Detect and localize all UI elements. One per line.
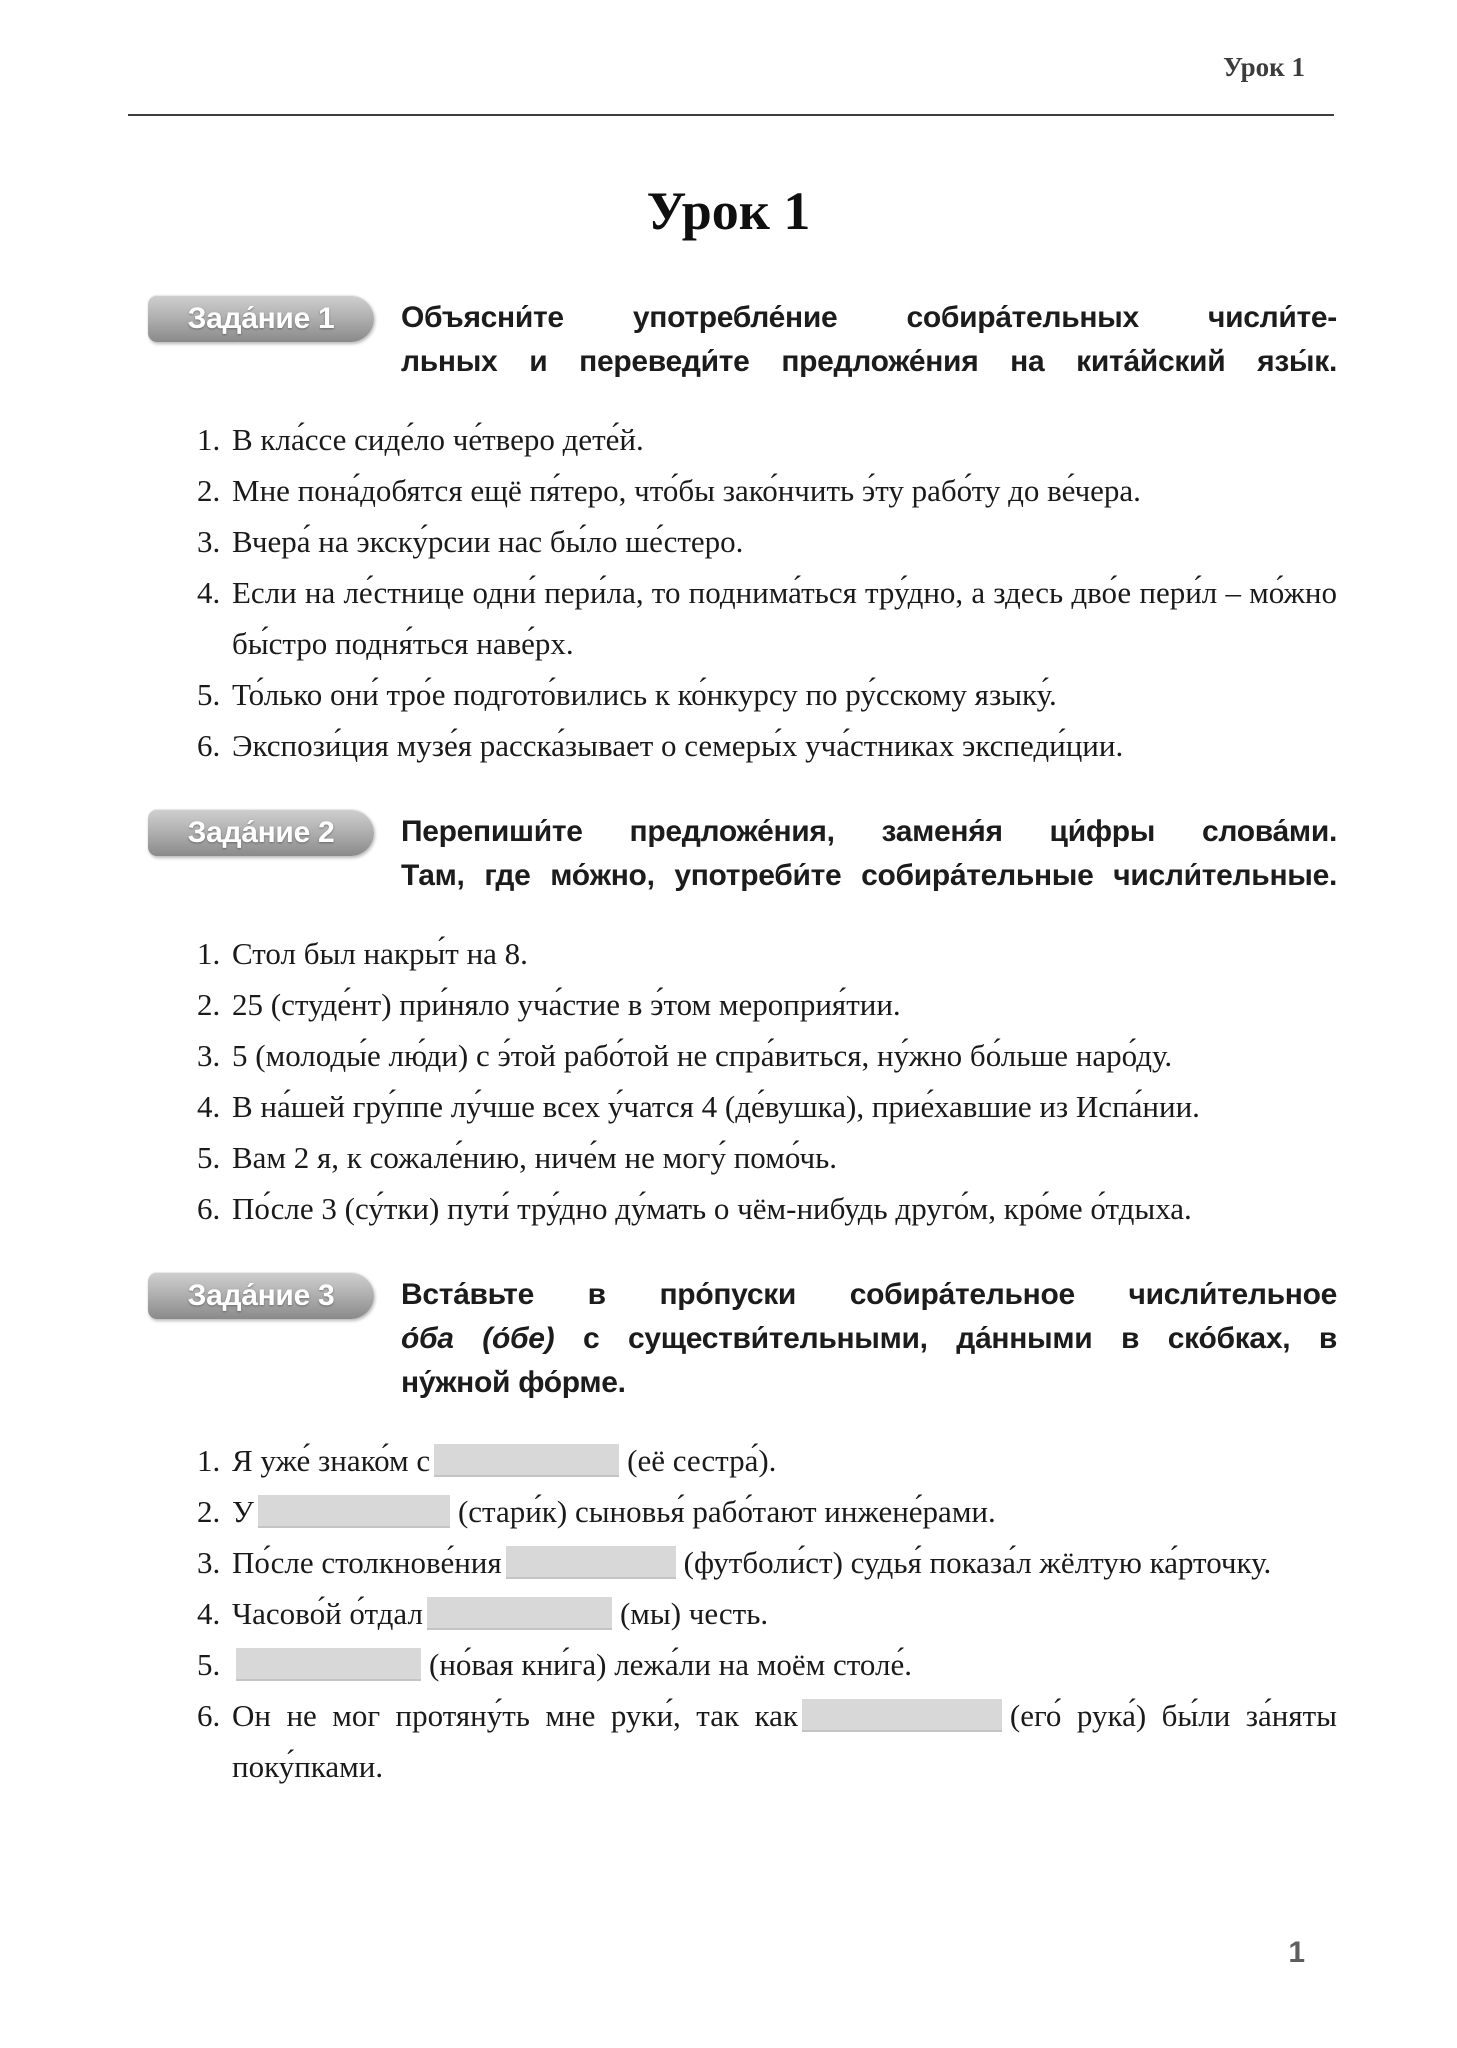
task-badge (148, 1272, 374, 1319)
item-text-segment: По́сле столкнове́ния (232, 1545, 502, 1580)
exercise-item (120, 1690, 1337, 1792)
task-instruction-line (401, 296, 1337, 340)
item-text-segment: Если на ле́стнице одни́ пери́ла, то поднима́ться тру́дно, а здесь дво́е пери́л – мо́жно бы́стро подня́ться наве́рх. (232, 575, 1337, 661)
item-text (232, 1081, 1337, 1132)
item-text (232, 720, 1337, 771)
exercise-item (120, 1435, 1337, 1486)
exercise-item (120, 1486, 1337, 1537)
item-number: 2. (197, 473, 221, 508)
item-number: 1. (197, 936, 221, 971)
exercise-item (120, 720, 1337, 771)
item-text-segment: 25 (студе́нт) при́няло уча́стие в э́том мероприя́тии. (232, 987, 901, 1022)
item-text-segment: (футболи́ст) судья́ показа́л жёлтую ка́рточку. (683, 1545, 1272, 1580)
item-text (232, 1639, 1337, 1690)
task-badge-label: Зада́ние 1 (187, 301, 335, 335)
instruction-text-segment: Вста́вьте в про́пуски собира́тельное числи́тельное (401, 1278, 1337, 1311)
item-text-segment: Стол был накры́т на 8. (232, 936, 528, 971)
item-number: 4. (197, 1089, 221, 1124)
item-text-segment: Вам 2 я, к сожале́нию, ниче́м не могу́ помо́чь. (232, 1140, 837, 1175)
exercise-item (120, 414, 1337, 465)
task-badge-label: Зада́ние 2 (187, 815, 335, 849)
item-text-segment: Я уже́ знако́м с (232, 1443, 431, 1478)
item-text (232, 1588, 1337, 1639)
instruction-text-segment: ну́жной фо́рме. (401, 1366, 626, 1399)
exercise-item (120, 1132, 1337, 1183)
item-number: 5. (197, 677, 221, 712)
task-instruction-line (401, 854, 1337, 898)
item-text (232, 979, 1337, 1030)
exercise-item (120, 465, 1337, 516)
task-instruction (401, 1272, 1337, 1405)
task-header (148, 809, 1337, 898)
exercise-item (120, 1537, 1337, 1588)
item-text-segment: Вчера́ на экску́рсии нас бы́ло ше́стеро. (232, 524, 744, 559)
instruction-text-segment: о́ба (о́бе) (401, 1322, 555, 1355)
instruction-text-segment: льных и переведи́те предложе́ния на кита́йский язы́к. (401, 345, 1337, 378)
exercise-item (120, 567, 1337, 669)
item-text-segment: (её сестра́). (627, 1443, 777, 1478)
item-text-segment: В кла́ссе сиде́ло че́тверо дете́й. (232, 422, 644, 457)
item-number: 3. (197, 524, 221, 559)
item-text (232, 465, 1337, 516)
task-instruction (401, 295, 1337, 384)
instruction-text-segment: с существи́тельными, да́нными в ско́бках, в (554, 1322, 1337, 1355)
answer-blank (236, 1648, 421, 1681)
item-number: 3. (197, 1545, 221, 1580)
answer-blank (506, 1546, 676, 1579)
exercise-item (120, 1588, 1337, 1639)
page-number: 1 (1288, 1936, 1305, 1969)
task-instruction-line (401, 340, 1337, 384)
exercise-item (120, 1183, 1337, 1234)
instruction-text-segment: Объясни́те употребле́ние собира́тельных числи́те- (401, 301, 1337, 334)
item-number: 4. (197, 575, 221, 610)
running-header: Урок 1 (1223, 52, 1305, 82)
item-text-segment: (но́вая кни́га) лежа́ли на моём столе́. (429, 1647, 912, 1682)
exercise-item (120, 516, 1337, 567)
exercise-item (120, 669, 1337, 720)
page-title: Урок 1 (646, 181, 811, 241)
item-text (232, 1183, 1337, 1234)
item-text-segment: (его́ рука́) бы́ли за́няты поку́пками. (232, 1698, 1337, 1784)
item-text-segment: (стари́к) сыновья́ рабо́тают инжене́рами. (457, 1494, 996, 1529)
item-text (232, 1132, 1337, 1183)
item-number: 4. (197, 1596, 221, 1631)
exercise-item (120, 928, 1337, 979)
exercise-item (120, 1081, 1337, 1132)
task-instruction-line (401, 1361, 1337, 1405)
item-text (232, 567, 1337, 669)
task-badge (148, 295, 374, 342)
answer-blank (258, 1495, 450, 1528)
item-text-segment: Экспози́ция музе́я расска́зывает о семеры́х уча́стниках экспеди́ции. (232, 728, 1124, 763)
task-section (120, 295, 1337, 771)
tasks-container (120, 295, 1337, 1830)
item-number: 6. (197, 728, 221, 763)
item-text (232, 1030, 1337, 1081)
item-number: 5. (197, 1140, 221, 1175)
item-text (232, 669, 1337, 720)
header-rule (128, 114, 1334, 116)
answer-blank (434, 1444, 619, 1477)
item-text (232, 928, 1337, 979)
exercise-item (120, 979, 1337, 1030)
exercise-item (120, 1639, 1337, 1690)
task-section (120, 1272, 1337, 1792)
item-text-segment: По́сле 3 (су́тки) пути́ тру́дно ду́мать о чём-нибудь друго́м, кро́ме о́тдыха. (232, 1191, 1192, 1226)
item-text-segment: 5 (молоды́е лю́ди) с э́той рабо́той не спра́виться, ну́жно бо́льше наро́ду. (232, 1038, 1173, 1073)
item-text (232, 414, 1337, 465)
task-instruction (401, 809, 1337, 898)
task-items (120, 928, 1337, 1234)
task-badge (148, 809, 374, 856)
item-text (232, 516, 1337, 567)
instruction-text-segment: Там, где мо́жно, употреби́те собира́тельные числи́тельные. (401, 859, 1337, 892)
item-text-segment: То́лько они́ тро́е подгото́вились к ко́нкурсу по ру́сскому языку́. (232, 677, 1057, 712)
task-header (148, 295, 1337, 384)
item-number: 3. (197, 1038, 221, 1073)
item-number: 6. (197, 1698, 221, 1733)
item-number: 6. (197, 1191, 221, 1226)
task-badge-label: Зада́ние 3 (187, 1278, 335, 1312)
item-text (232, 1537, 1337, 1588)
item-number: 1. (197, 422, 221, 457)
item-text-segment: Он не мог протяну́ть мне руки́, так как (232, 1698, 798, 1733)
answer-blank (427, 1597, 612, 1630)
item-text-segment: Мне пона́добятся ещё пя́теро, что́бы зако́нчить э́ту рабо́ту до ве́чера. (232, 473, 1141, 508)
task-instruction-line (401, 1273, 1337, 1317)
item-text-segment: У (232, 1494, 254, 1529)
task-items (120, 1435, 1337, 1792)
item-number: 2. (197, 1494, 221, 1529)
instruction-text-segment: Перепиши́те предложе́ния, заменя́я ци́фры слова́ми. (401, 815, 1337, 848)
item-text-segment: В на́шей гру́ппе лу́чше всех у́чатся 4 (де́вушка), прие́хавшие из Испа́нии. (232, 1089, 1200, 1124)
item-text (232, 1435, 1337, 1486)
task-instruction-line (401, 810, 1337, 854)
exercise-item (120, 1030, 1337, 1081)
item-number: 5. (197, 1647, 221, 1682)
task-section (120, 809, 1337, 1234)
item-text-segment: Часово́й о́тдал (232, 1596, 423, 1631)
task-instruction-line (401, 1317, 1337, 1361)
item-number: 2. (197, 987, 221, 1022)
item-text (232, 1690, 1337, 1792)
task-items (120, 414, 1337, 771)
item-text-segment: (мы) честь. (619, 1596, 769, 1631)
task-header (148, 1272, 1337, 1405)
item-number: 1. (197, 1443, 221, 1478)
item-text (232, 1486, 1337, 1537)
answer-blank (802, 1699, 1002, 1732)
